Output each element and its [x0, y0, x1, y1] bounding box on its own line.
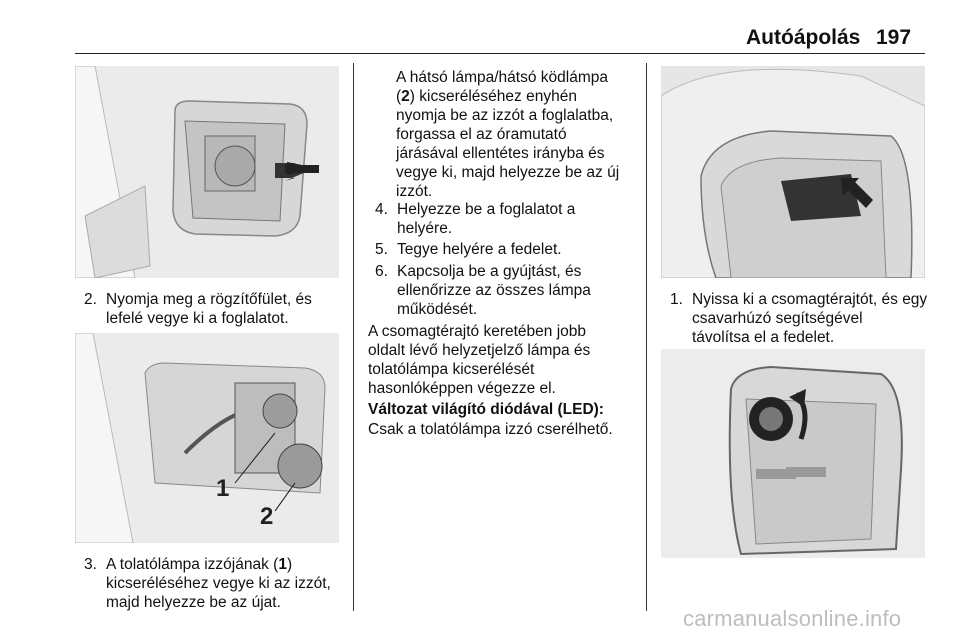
step-text-line: majd helyezze be az újat. — [106, 594, 281, 611]
text-line: izzót. — [396, 183, 433, 200]
step-text-line — [106, 555, 292, 574]
led-heading: Változat világító diódával (LED): — [368, 401, 604, 418]
text-part: ) kicseréléséhez enyhén — [409, 88, 577, 105]
step-text-line: működését. — [397, 301, 478, 318]
text-line: nyomja be az izzót a foglalatba, — [396, 107, 614, 124]
bold-ref: 2 — [401, 88, 410, 105]
figure-tail-lamp-socket — [75, 66, 339, 278]
figure-lamp-holder — [661, 349, 925, 558]
text-part: ) — [286, 556, 293, 573]
step-text-line: csavarhúzó segítségével — [692, 310, 863, 327]
text-line: oldalt lévő helyzetjelző lámpa és — [368, 342, 591, 359]
text-line — [396, 87, 641, 106]
watermark: carmanualsonline.info — [683, 606, 902, 631]
text-line: tolatólámpa kicserélését — [368, 361, 535, 378]
callout-1: 1 — [216, 475, 230, 502]
step-text-line: Helyezze be a foglalatot a — [397, 201, 576, 218]
step-text-line: Nyissa ki a csomagtérajtót, és egy — [692, 291, 928, 308]
step-text-line: Nyomja meg a rögzítőfület, és — [106, 291, 312, 308]
figure-tailgate-cover — [661, 66, 925, 278]
step-number: 3. — [84, 556, 97, 573]
step-text-line: kicseréléséhez vegye ki az izzót, — [106, 575, 331, 592]
step-text-line: Tegye helyére a fedelet. — [397, 241, 562, 258]
text-line: hasonlóképpen végezze el. — [368, 380, 556, 397]
step-number: 2. — [84, 291, 97, 308]
step-text-line: lefelé vegye ki a foglalatot. — [106, 310, 289, 327]
step-number: 6. — [375, 263, 388, 280]
intro-paragraph — [396, 68, 641, 201]
body-paragraph — [368, 322, 638, 398]
header-rule — [75, 53, 925, 54]
text-line: A csomagtérajtó keretében jobb — [368, 323, 586, 340]
text-line: vegye ki, majd helyezze be az új — [396, 164, 620, 181]
page-number: 197 — [876, 26, 912, 49]
step-text-line: ellenőrizze az összes lámpa — [397, 282, 591, 299]
text-line: forgassa el az óramutató — [396, 126, 567, 143]
step-text-line: helyére. — [397, 220, 453, 237]
step-text-line: távolítsa el a fedelet. — [692, 329, 835, 346]
column-divider-left — [353, 63, 354, 611]
column-divider-right — [646, 63, 647, 611]
step-number: 1. — [670, 291, 683, 308]
text-line: járásával ellentétes irányba és — [396, 145, 605, 162]
bold-ref: 1 — [278, 556, 287, 573]
figure-bulb-socket-callouts — [75, 333, 339, 543]
page-title: Autóápolás — [746, 26, 861, 49]
text-part: ( — [396, 88, 402, 105]
text-line: A hátsó lámpa/hátsó ködlámpa — [396, 69, 608, 86]
callout-2: 2 — [260, 503, 274, 530]
text-part: A tolatólámpa izzójának ( — [106, 556, 279, 573]
step-number: 5. — [375, 241, 388, 258]
step-text-line: Kapcsolja be a gyújtást, és — [397, 263, 582, 280]
led-text: Csak a tolatólámpa izzó cserélhető. — [368, 421, 613, 438]
step-number: 4. — [375, 201, 388, 218]
